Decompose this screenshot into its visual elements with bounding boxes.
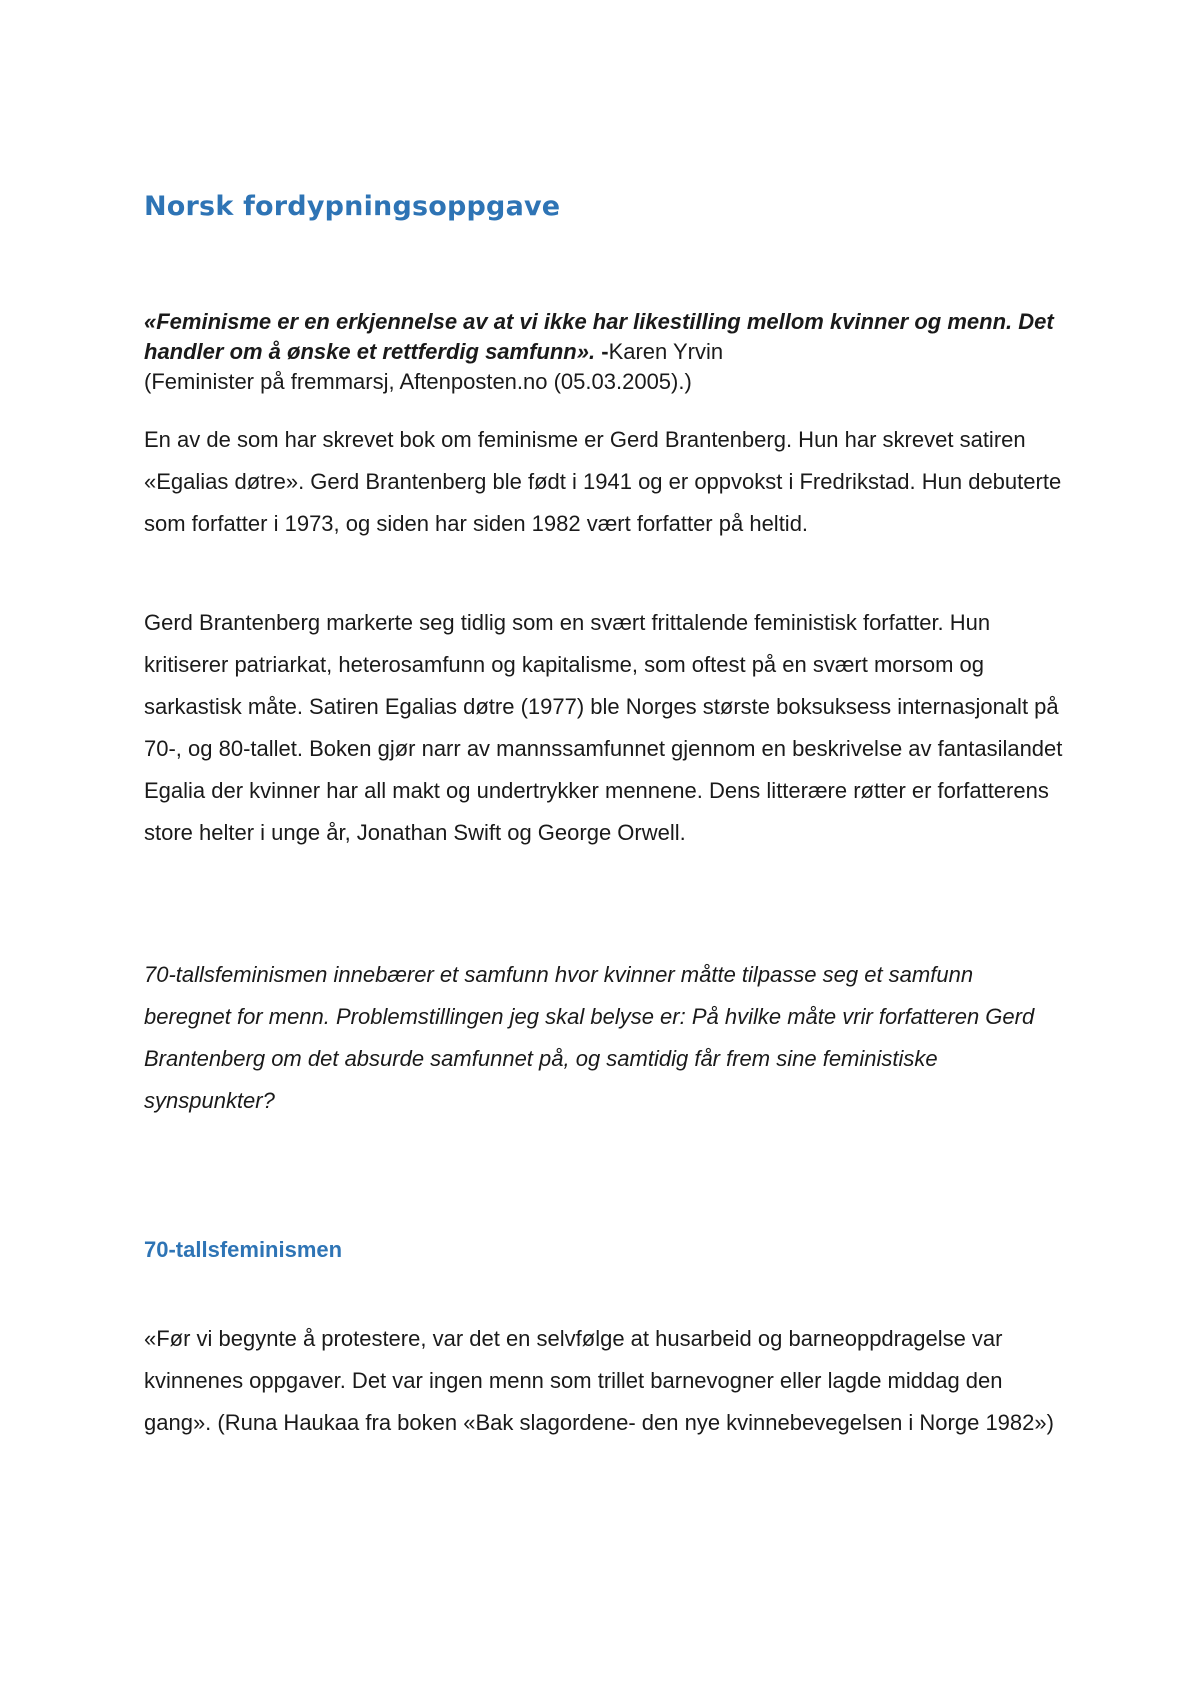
paragraph-author-background: Gerd Brantenberg markerte seg tidlig som en svært frittalende feministisk forfatter. Hun kritiserer patriarkat, heterosamfunn og kapitalisme, som oftest på en svært morsom og sarkastisk måte. Satiren Egalias døtre (1977) ble Norges største boksuksess internasjonalt på 70-, og 80-tallet. Boken gjør narr av mannssamfunnet gjennom en beskrivelse av fantasilandet Egalia der kvinner har all makt og undertrykker mennene. Dens litterære røtter er forfatterens store helter i unge år, Jonathan Swift og George Orwell. [144,610,1063,845]
document-title: Norsk fordypningsoppgave [144,191,561,222]
document-page [144,0,1074,1696]
quote-source: (Feminister på fremmarsj, Aftenposten.no (05.03.2005).) [144,369,692,394]
section-paragraph: «Før vi begynte å protestere, var det en selvfølge at husarbeid og barneoppdragelse var kvinnenes oppgaver. Det var ingen menn som trillet barnevogner eller lagde middag den gang». (Runa Haukaa fra boken «Bak slagordene- den nye kvinnebevegelsen i Norge 1982») [144,1326,1054,1435]
epigraph-quote [144,307,1064,397]
quote-author: Karen Yrvin [608,339,724,364]
quote-text: «Feminisme er en erkjennelse av at vi ikke har likestilling mellom kvinner og menn. Det handler om å ønske et rettferdig samfunn». [144,309,1054,364]
quote-dash: - [595,339,609,364]
section-heading: 70-tallsfeminismen [144,1237,343,1262]
paragraph-intro: En av de som har skrevet bok om feminisme er Gerd Brantenberg. Hun har skrevet satiren «Egalias døtre». Gerd Brantenberg ble født i 1941 og er oppvokst i Fredrikstad. Hun debuterte som forfatter i 1973, og siden har siden 1982 vært forfatter på heltid. [144,427,1062,536]
paragraph-problem-statement: 70-tallsfeminismen innebærer et samfunn hvor kvinner måtte tilpasse seg et samfunn beregnet for menn. Problemstillingen jeg skal belyse er: På hvilke måte vrir forfatteren Gerd Brantenberg om det absurde samfunnet på, og samtidig får frem sine feministiske synspunkter? [144,962,1035,1113]
